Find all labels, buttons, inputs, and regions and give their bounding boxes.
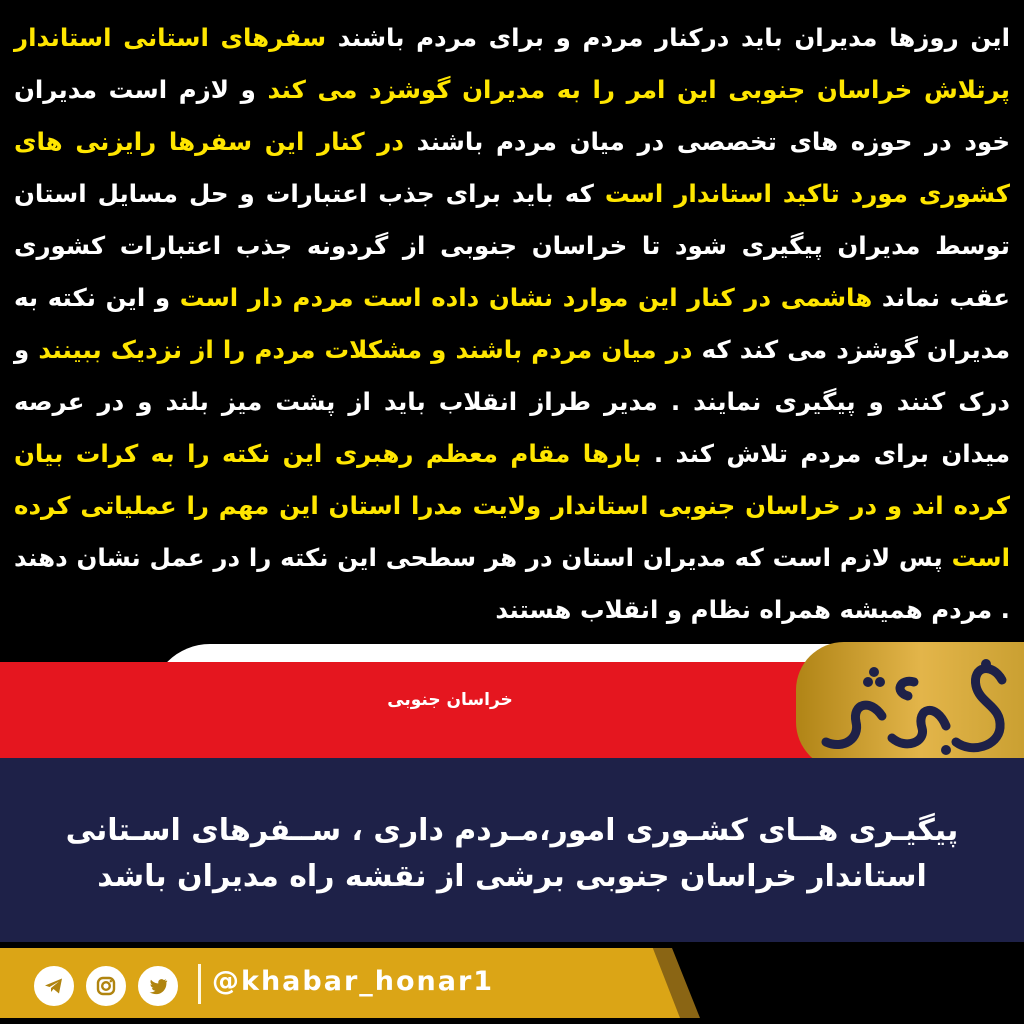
article-highlight: در میان مردم باشند و مشکلات مردم را از نزدیک ببینند: [38, 335, 693, 364]
social-handle[interactable]: @khabar_honar1: [212, 966, 495, 997]
article-segment: و لازم است مدیران خود در حوزه های تخصصی در میان مردم باشند: [14, 75, 1010, 156]
article-segment: که باید برای جذب اعتبارات و حل مسایل استان توسط مدیران پیگیری شود تا خراسان جنوبی از گردونه جذب اعتبارات کشوری عقب نماند: [14, 179, 1010, 312]
brand-logo: [796, 642, 1024, 770]
article-highlight: هاشمی در کنار این موارد نشان داده است مردم دار است: [179, 283, 873, 312]
headline: [40, 808, 984, 900]
article-highlight: سفرهای استانی استاندار پرتلاش خراسان جنوبی این امر را به مدیران گوشزد می کند: [14, 23, 1010, 104]
headline-line-2: استاندار خراسان جنوبی برشی از نقشه راه مدیران باشد: [97, 859, 927, 894]
footer-divider: [198, 964, 201, 1004]
article-segment: پس لازم است که مدیران استان در هر سطحی این نکته را در عمل نشان دهند . مردم همیشه همراه نظام و انقلاب هستند: [14, 543, 1010, 624]
telegram-icon[interactable]: [34, 966, 74, 1006]
article-segment: و این نکته به مدیران گوشزد می کند که: [14, 283, 1010, 364]
article-highlight: بارها مقام معظم رهبری این نکته را به کرات بیان کرده اند و در خراسان جنوبی استاندار ولایت مدرا استان این مهم را عملیاتی کرده است: [14, 439, 1010, 572]
article-segment: و درک کنند و پیگیری نمایند . مدیر طراز انقلاب باید از پشت میز بلند و در عرصه میدان برای مردم تلاش کند .: [14, 335, 1011, 468]
instagram-icon[interactable]: [86, 966, 126, 1006]
article-segment: این روزها مدیران باید درکنار مردم و برای مردم باشند: [326, 23, 1010, 52]
article-body: [14, 12, 1010, 636]
article-highlight: در کنار این سفرها رایزنی های کشوری مورد تاکید استاندار است: [14, 127, 1010, 208]
brand-logo-mark: [796, 642, 1024, 770]
twitter-icon[interactable]: [138, 966, 178, 1006]
region-label: خراسان جنوبی: [387, 690, 513, 710]
headline-line-1: پیگیـری هــای کشـوری امور،مـردم داری ، ســفرهای اسـتانی: [65, 813, 959, 848]
